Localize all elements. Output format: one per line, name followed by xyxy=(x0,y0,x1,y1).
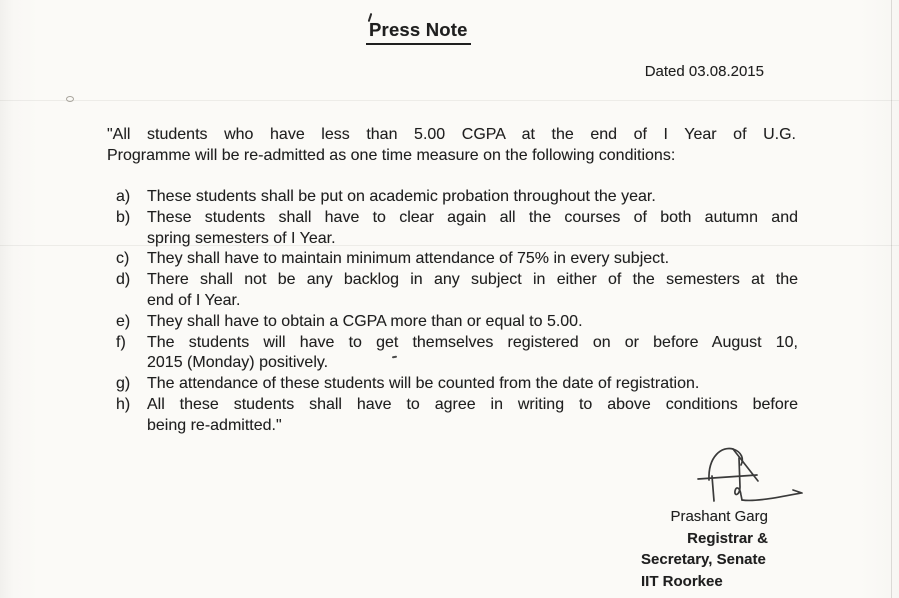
condition-marker: a) xyxy=(116,188,131,205)
condition-item-f xyxy=(116,333,798,375)
scan-speck xyxy=(66,96,74,102)
condition-marker: e) xyxy=(116,312,131,330)
condition-line: spring semesters of I Year. xyxy=(147,229,336,247)
condition-item-b xyxy=(116,208,798,250)
signature-scribble xyxy=(694,442,808,506)
condition-line: The students will have to get themselves registered on or before August 10, xyxy=(147,333,798,351)
condition-item-e xyxy=(116,312,798,333)
condition-marker: h) xyxy=(116,395,131,413)
condition-line: There shall not be any backlog in any subject in either of the semesters at the xyxy=(147,271,798,289)
signatory-organization: IIT Roorkee xyxy=(641,572,723,590)
condition-line: end of I Year. xyxy=(147,291,241,309)
condition-item-d xyxy=(116,270,798,312)
date-label: Dated 03.08.2015 xyxy=(644,63,764,80)
page-title: Press Note xyxy=(366,19,471,45)
condition-line: These students shall be put on academic probation throughout the year. xyxy=(147,188,656,205)
intro-line: "All students who have less than 5.00 CGPA at the end of I Year of U.G. xyxy=(107,126,796,143)
condition-item-g xyxy=(116,374,798,395)
condition-line: They shall have to maintain minimum attendance of 75% in every subject. xyxy=(147,250,670,268)
condition-line: being re-admitted." xyxy=(147,416,282,434)
conditions-list xyxy=(116,187,798,437)
condition-line: 2015 (Monday) positively. xyxy=(147,354,329,372)
condition-marker: g) xyxy=(116,375,131,393)
signatory-name: Prashant Garg xyxy=(670,508,768,525)
condition-marker: b) xyxy=(116,208,131,226)
signatory-role-line2: Secretary, Senate xyxy=(641,551,766,568)
signatory-role-line1: Registrar & xyxy=(687,529,768,547)
condition-item-a xyxy=(116,187,798,208)
condition-marker: c) xyxy=(116,250,130,268)
signature-block xyxy=(641,506,768,592)
condition-line: They shall have to obtain a CGPA more than or equal to 5.00. xyxy=(147,312,583,330)
condition-item-h xyxy=(116,395,798,437)
condition-marker: f) xyxy=(116,333,126,351)
condition-line: These students shall have to clear again all the courses of both autumn and xyxy=(147,208,798,226)
condition-line: All these students shall have to agree in writing to above conditions before xyxy=(147,395,798,413)
scan-streak xyxy=(0,100,899,101)
condition-item-c xyxy=(116,249,798,270)
intro-paragraph xyxy=(107,125,796,167)
condition-line: The attendance of these students will be counted from the date of registration. xyxy=(147,375,700,393)
intro-line: Programme will be re-admitted as one time measure on the following conditions: xyxy=(107,146,676,164)
scan-edge-line xyxy=(891,0,892,598)
condition-marker: d) xyxy=(116,271,131,289)
